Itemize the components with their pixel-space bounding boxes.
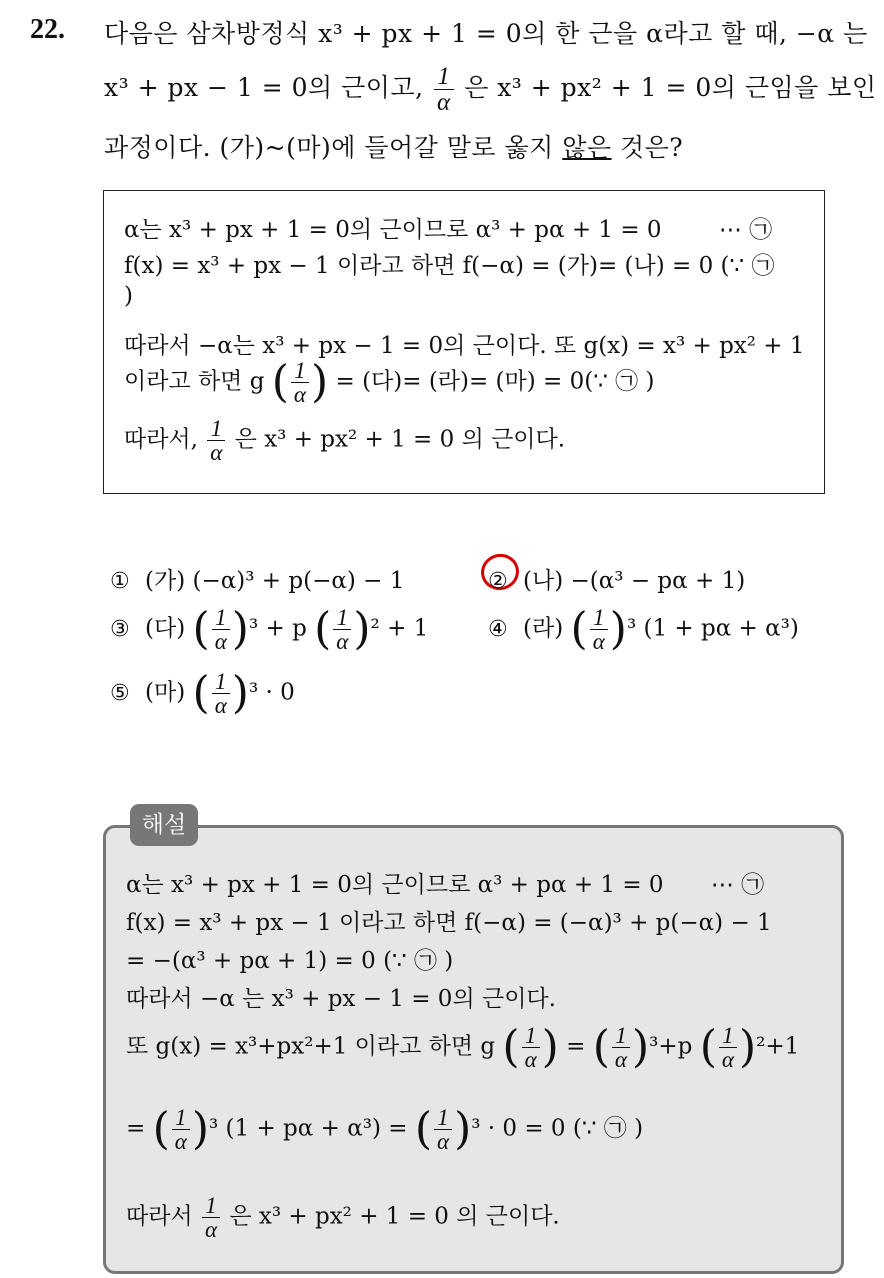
choice-5-frac-den: α [214,693,227,718]
sol-frac-6-den: α [204,1217,218,1242]
solution-tag: 해설 [130,804,198,846]
paren-left: ( [592,1021,610,1073]
box-line-2: f(x) = x³ + px − 1 이라고 하면 f(−α) = (가)= (나) = 0 (∵ ㉠ [124,253,775,279]
paren-left: ( [502,1021,520,1073]
choice-4-frac [590,606,608,653]
paren-right: ) [541,1021,559,1073]
proof-box [103,190,825,494]
choice-5[interactable] [110,667,295,719]
choice-4-expr: ³ (1 + pα + α³) [626,615,799,642]
sol-line-5 [126,1021,800,1073]
sol-frac-5 [434,1106,452,1153]
question-line-3b: 것은? [611,133,684,162]
question-line-2 [104,64,877,115]
choice-5-frac [212,670,230,717]
sol-line-7b: 은 x³ + px² + 1 = 0 의 근이다. [229,1203,560,1230]
box-line-1-text: α는 x³ + px + 1 = 0의 근이므로 α³ + pα + 1 = 0 [124,217,662,243]
choice-2-num: ② [488,569,508,594]
frac-num: 1 [434,64,454,90]
box-frac [291,359,309,406]
choice-1[interactable] [110,562,404,595]
sol-frac-1-num: 1 [522,1024,540,1048]
choice-4[interactable] [488,603,799,655]
sol-frac-6-num: 1 [202,1194,220,1218]
box-line-3: ) [124,283,133,309]
choice-4-num: ④ [488,616,508,642]
choice-4-frac-num: 1 [590,606,608,630]
solution-box [103,825,844,1274]
choice-3-frac-num: 1 [212,606,230,630]
sol-line-6c: ³ · 0 = 0 (∵ ㉠ ) [471,1115,644,1142]
sol-line-1-text: α는 x³ + px + 1 = 0의 근이므로 α³ + pα + 1 = 0 [126,872,664,898]
question-line-2b: 은 x³ + px² + 1 = 0의 근임을 보인 [464,73,877,102]
sol-line-1 [126,866,764,899]
box-frac-den: α [293,382,306,407]
sol-line-4: 따라서 −α 는 x³ + px − 1 = 0의 근이다. [126,986,556,1012]
sol-line-7a: 따라서 [126,1203,193,1230]
choice-5-num: ⑤ [110,680,130,706]
choice-1-num: ① [110,569,130,594]
choice-3-frac-den: α [214,629,227,654]
sol-line-5b: = [566,1033,586,1060]
paren-right: ) [311,356,329,408]
paren-left: ( [152,1103,170,1155]
paren-left: ( [314,603,332,655]
sol-line-6b: ³ (1 + pα + α³) = [209,1115,408,1142]
sol-line-2: f(x) = x³ + px − 1 이라고 하면 f(−α) = (−α)³ + p(−α) − 1 [126,910,772,936]
choice-4-frac-den: α [592,629,605,654]
question-line-3 [104,128,683,164]
box-line-1 [124,211,772,244]
sol-line-1-ref: ⋯ ㉠ [710,872,765,898]
underlined-word: 않은 [562,133,612,162]
paren-right: ) [191,1103,210,1155]
sol-line-6a: = [126,1115,146,1142]
paren-right: ) [631,1021,650,1073]
box-frac-2-den: α [210,440,223,465]
paren-left: ( [699,1021,717,1073]
sol-frac-5-den: α [437,1129,450,1154]
box-line-4: 따라서 −α는 x³ + px − 1 = 0의 근이다. 또 g(x) = x³ + px² + 1 [124,333,805,359]
choice-3-label: (다) [145,615,186,642]
sol-line-6 [126,1103,644,1155]
box-line-5a: 이라고 하면 g [124,368,265,395]
sol-frac-3-num: 1 [719,1024,737,1048]
frac-den: α [437,89,451,116]
sol-frac-6 [202,1194,220,1241]
choice-5-label: (마) [145,679,186,706]
paren-left: ( [192,667,210,719]
choice-3-frac-b [333,606,351,653]
paren-right: ) [353,603,371,655]
sol-line-3: = −(α³ + pα + 1) = 0 (∵ ㉠ ) [126,948,454,974]
sol-frac-2 [612,1024,630,1071]
choice-1-label: (가) [145,568,186,594]
box-line-6a: 따라서, [124,426,198,453]
sol-line-7 [126,1194,560,1241]
sol-frac-4 [172,1106,190,1153]
paren-left: ( [192,603,210,655]
box-line-5b: = (다)= (라)= (마) = 0(∵ ㉠ ) [335,368,655,395]
sol-frac-4-num: 1 [172,1106,190,1130]
choice-3-num: ③ [110,616,130,642]
box-line-5 [124,356,655,408]
choice-4-label: (라) [523,615,564,642]
choice-3-expr-tail: ² + 1 [370,615,429,642]
sol-frac-4-den: α [174,1129,187,1154]
sol-line-5a: 또 g(x) = x³+px²+1 이라고 하면 g [126,1033,496,1060]
box-line-6 [124,417,565,464]
question-number: 22. [30,14,65,45]
choice-3-frac-b-den: α [336,629,349,654]
sol-frac-2-den: α [614,1047,627,1072]
question-line-3a: 과정이다. (가)~(마)에 들어갈 말로 옳지 [104,133,563,162]
paren-right: ) [231,603,249,655]
sol-frac-5-num: 1 [434,1106,452,1130]
box-frac-2-num: 1 [207,417,225,441]
paren-right: ) [231,667,249,719]
box-line-6b: 은 x³ + px² + 1 = 0 의 근이다. [234,426,566,453]
sol-frac-3-den: α [721,1047,734,1072]
box-frac-num: 1 [291,359,309,383]
sol-frac-3 [719,1024,737,1071]
choice-3-frac [212,606,230,653]
question-line-1: 다음은 삼차방정식 x³ + px + 1 = 0의 한 근을 α라고 할 때, −α 는 [104,19,868,48]
sol-frac-1 [522,1024,540,1071]
paren-left: ( [570,603,588,655]
sol-line-5c: ³+p [649,1033,693,1060]
box-frac-2 [207,417,225,464]
choice-5-expr: ³ · 0 [248,679,295,706]
paren-right: ) [454,1103,472,1155]
paren-right: ) [738,1021,757,1073]
sol-frac-1-den: α [524,1047,537,1072]
sol-frac-2-num: 1 [612,1024,630,1048]
paren-left: ( [414,1103,432,1155]
choice-3-expr: ³ + p [248,615,307,642]
choice-3[interactable] [110,603,429,655]
choice-2-expr: −(α³ − pα + 1) [570,568,746,594]
choice-2-label: (나) [523,568,564,594]
paren-right: ) [609,603,627,655]
question-line-2a: x³ + px − 1 = 0의 근이고, [104,73,424,102]
box-line-1-ref: ⋯ ㉠ [718,217,773,243]
choice-3-frac-b-num: 1 [333,606,351,630]
choice-5-frac-num: 1 [212,670,230,694]
choice-1-expr: (−α)³ + p(−α) − 1 [192,568,405,594]
paren-left: ( [271,356,289,408]
choice-2[interactable] [488,562,745,595]
sol-line-5d: ²+1 [756,1033,800,1060]
fraction-one-over-alpha [434,64,454,115]
